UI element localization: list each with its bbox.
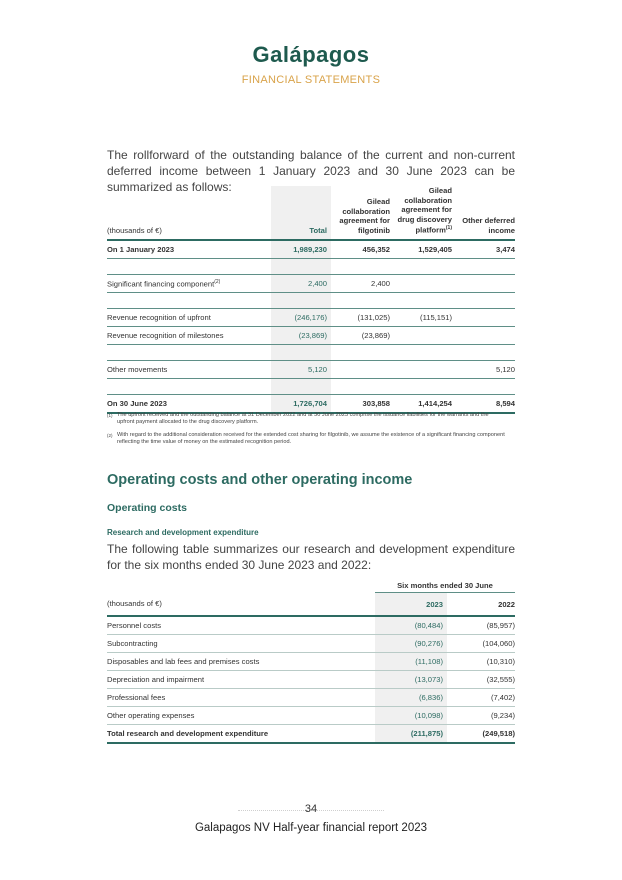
table-row: Other movements 5,120 5,120 (107, 361, 515, 379)
col-other: Other deferred income (452, 186, 515, 240)
heading-rd-expenditure: Research and development expenditure (107, 528, 259, 537)
col-label: (thousands of €) (107, 593, 375, 617)
col-platform: Gilead collaboration agreement for drug discovery platform$^{(1)}$ (390, 186, 452, 240)
table-row: Professional fees (6,836) (7,402) (107, 689, 515, 707)
company-logo: Galápagos (252, 42, 370, 67)
col-filgotinib: Gilead collaboration agreement for filgotinib (331, 186, 390, 240)
section-title: FINANCIAL STATEMENTS (241, 74, 381, 86)
heading-operating-costs: Operating costs (107, 502, 187, 514)
col-2022: 2022 (447, 593, 515, 617)
col-label: (thousands of €) (107, 186, 271, 240)
table-row: On 1 January 2023 1,989,230 456,352 1,529,405 3,474 (107, 240, 515, 259)
table-row: Revenue recognition of upfront (246,176) (131,025) (115,151) (107, 309, 515, 327)
heading-operating-costs-income: Operating costs and other operating income (107, 472, 413, 488)
table-row: Subcontracting (90,276) (104,060) (107, 635, 515, 653)
table-row: On 30 June 2023 1,726,704 303,858 1,414,254 8,594 (107, 395, 515, 414)
report-title: Galapagos NV Half-year financial report 2023 (194, 822, 428, 834)
table-row: Disposables and lab fees and premises costs (11,108) (10,310) (107, 653, 515, 671)
period-header: Six months ended 30 June (375, 578, 515, 593)
table-row: Personnel costs (80,484) (85,957) (107, 616, 515, 635)
page-number: 34 (304, 803, 318, 815)
table-row: Depreciation and impairment (13,073) (32,555) (107, 671, 515, 689)
col-total: Total (271, 186, 331, 240)
table-row: Other operating expenses (10,098) (9,234) (107, 707, 515, 725)
total-row: Total research and development expenditure (211,875) (249,518) (107, 725, 515, 744)
table-row: Significant financing component$^{(2)}$ 2,400 2,400 (107, 275, 515, 293)
footnote-1: (1) The upfront received and the outstanding balance at 31 December 2022 and at 30 June 2023 comprise the issuance liabilities for the warrants and the upfront payment allocated to the drug discovery platform. (107, 412, 489, 426)
deferred-income-table (107, 186, 515, 414)
rd-expenditure-table (107, 578, 515, 744)
footnote-2: (2) With regard to the additional consideration received for the extended cost sharing for filgotinib, we assume the existence of a significant financing component reflecting the time value of money on the estimated recognition period. (107, 432, 505, 446)
rd-intro-paragraph: The following table summarizes our research and development expenditure for the six months ended 30 June 2023 and 2022: (107, 542, 515, 572)
table-row: Revenue recognition of milestones (23,869) (23,869) (107, 327, 515, 345)
col-2023: 2023 (375, 593, 447, 617)
intro-paragraph: The rollforward of the outstanding balance of the current and non-current deferred income between 1 January 2023 and 30 June 2023 can be summarized as follows: (107, 148, 515, 194)
